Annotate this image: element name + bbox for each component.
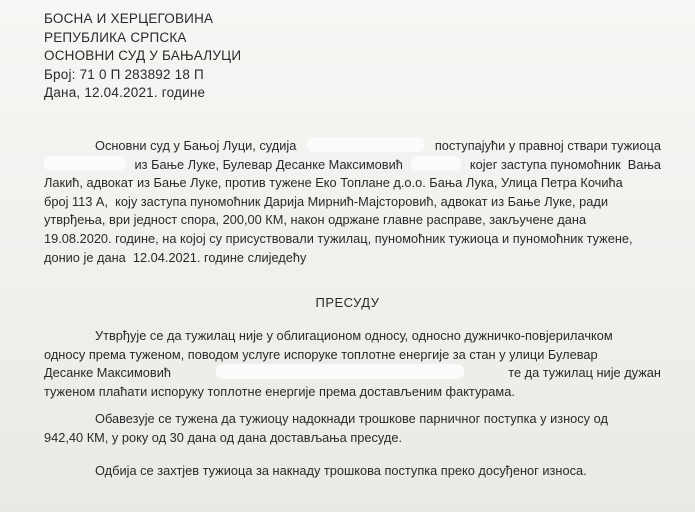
intro-line: 19.08.2020. године, на којој су присуствовали тужилац, пуномоћник тужиоца и пуномоћник тужене,	[44, 230, 633, 246]
verdict-paragraph-2	[44, 410, 661, 447]
intro-paragraph	[44, 137, 661, 267]
verdict-line: Обавезује се тужена да тужиоцу надокнади трошкове парничног поступка у износу од	[95, 411, 608, 426]
intro-line: донио је дана 12.04.2021. године слиједећу	[44, 249, 307, 265]
verdict-line: Одбија се захтјев тужиоца за накнаду трошкова поступка преко досуђеног износа.	[95, 463, 587, 478]
verdict-title: ПРЕСУДУ	[315, 295, 380, 310]
verdict-paragraph-3	[44, 462, 661, 481]
redaction-address	[411, 156, 461, 171]
redaction-plaintiff	[44, 156, 126, 171]
intro-line: број 113 А, коју заступа пуномоћник Дарија Мирнић-Мајсторовић, адвокат из Бање Луке, ради	[44, 193, 608, 209]
verdict-line: туженом плаћати испоруку топлотне енергије према достављеним фактурама.	[44, 383, 515, 399]
verdict-paragraph-1	[44, 327, 661, 401]
intro-line: Лакић, адвокат из Бање Луке, против тужене Еко Топлане д.о.о. Бања Лука, Улица Петра Кочића	[44, 175, 623, 191]
intro-line: Основни суд у Бањој Луци, судија поступајући у правној ствари тужиоца	[95, 138, 661, 153]
header-case-number: Број: 71 0 П 283892 18 П	[44, 66, 204, 82]
header-date: Дана, 12.04.2021. године	[44, 85, 206, 100]
intro-line: утврђења, ври једност спора, 200,00 КМ, након одржане главне расправе, закључене дана	[44, 212, 587, 228]
header-court: ОСНОВНИ СУД У БАЊАЛУЦИ	[44, 48, 242, 63]
header-republic: РЕПУБЛИКА СРПСКА	[44, 29, 187, 45]
court-header	[44, 10, 241, 103]
redaction-address-2	[216, 364, 464, 379]
verdict-line: Десанке Максимовић те да тужилац није дужан	[44, 365, 661, 381]
verdict-line: Утврђује се да тужилац није у облигационом односу, односно дужничко-повјерилачком	[95, 328, 613, 343]
verdict-line: 942,40 КМ, у року од 30 дана од дана достављања пресуде.	[44, 429, 403, 445]
verdict-line: односу према туженом, поводом услуге испоруке топлотне енергије за стан у улици Булевар	[44, 346, 598, 362]
redaction-judge	[307, 137, 425, 152]
intro-line: из Бање Луке, Булевар Десанке Максимовић којег заступа пуномоћник Вања	[44, 156, 661, 175]
header-country: БОСНА И ХЕРЦЕГОВИНА	[44, 11, 214, 26]
